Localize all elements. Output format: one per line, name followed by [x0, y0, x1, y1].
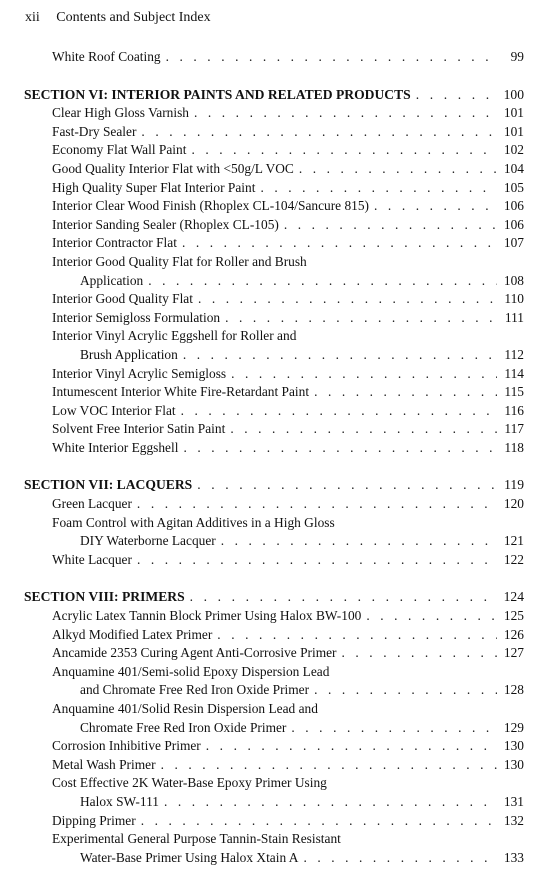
page-number: 131 — [503, 793, 524, 809]
dot-leader — [137, 551, 497, 570]
toc-entry[interactable] — [0, 365, 556, 384]
entry-title: Low VOC Interior Flat — [52, 402, 176, 418]
page-number: 110 — [504, 291, 524, 307]
page-number: 125 — [503, 608, 524, 624]
page-number: 120 — [503, 496, 524, 512]
page-number: 130 — [503, 756, 524, 772]
toc-entry[interactable]: Interior Good Quality Flat for Roller and Brush — [52, 253, 307, 269]
dot-leader — [141, 812, 497, 831]
entry-title: Alkyd Modified Latex Primer — [52, 626, 213, 642]
toc-entry[interactable] — [0, 626, 556, 645]
dot-leader — [197, 476, 497, 495]
dot-leader — [225, 309, 497, 328]
dot-leader — [260, 179, 497, 198]
entry-title: Corrosion Inhibitive Primer — [52, 738, 201, 754]
toc-entry[interactable] — [0, 179, 556, 198]
page-number: 105 — [503, 179, 524, 195]
page-number: 112 — [504, 346, 524, 362]
entry-title: Interior Clear Wood Finish (Rhoplex CL-104/Sancure 815) — [52, 198, 370, 214]
toc-entry[interactable] — [0, 123, 556, 142]
dot-leader — [148, 272, 497, 291]
dot-leader — [291, 719, 497, 738]
entry-title: Good Quality Interior Flat with <50g/L VOC — [52, 160, 294, 176]
page-header — [25, 9, 211, 27]
entry-title: Intumescent Interior White Fire-Retardant Paint — [52, 384, 310, 400]
toc-entry-continuation[interactable] — [0, 719, 556, 738]
page-number: 99 — [510, 49, 524, 64]
toc-entry[interactable] — [0, 420, 556, 439]
dot-leader — [161, 756, 497, 775]
dot-leader — [190, 588, 497, 607]
entry-title: Interior Contractor Flat — [52, 235, 177, 251]
toc-entry-continuation[interactable] — [0, 793, 556, 812]
page-number: 106 — [503, 198, 524, 214]
dot-leader — [137, 495, 497, 514]
entry-title: Chromate Free Red Iron Oxide Primer — [80, 719, 287, 735]
entry-title: Clear High Gloss Varnish — [52, 105, 189, 121]
entry-title: White Lacquer — [52, 551, 132, 567]
toc-entry[interactable] — [0, 234, 556, 253]
toc-entry[interactable] — [0, 48, 556, 67]
entry-title: Interior Vinyl Acrylic Semigloss — [52, 365, 227, 381]
entry-title: SECTION VI: INTERIOR PAINTS AND RELATED PRODUCTS — [24, 86, 411, 102]
entry-title: Interior Good Quality Flat — [52, 291, 193, 307]
page-number: 133 — [503, 849, 524, 865]
dot-leader — [231, 365, 497, 384]
running-title: Contents and Subject Index — [56, 10, 211, 25]
dot-leader — [299, 160, 497, 179]
page-number: 122 — [503, 551, 524, 567]
dot-leader — [141, 123, 497, 142]
toc-entry[interactable]: Foam Control with Agitan Additives in a High Gloss — [52, 514, 335, 530]
page-number: 126 — [503, 626, 524, 642]
toc-entry[interactable] — [0, 309, 556, 328]
page-number: 101 — [503, 105, 524, 121]
entry-title: Solvent Free Interior Satin Paint — [52, 421, 226, 437]
entry-title: Dipping Primer — [52, 812, 136, 828]
toc-entry[interactable] — [0, 197, 556, 216]
page-number: 128 — [503, 682, 524, 698]
toc-entry[interactable] — [0, 812, 556, 831]
page-number: 118 — [504, 439, 524, 455]
page-number: 107 — [503, 235, 524, 251]
toc-entry[interactable] — [0, 756, 556, 775]
dot-leader — [314, 681, 497, 700]
toc-entry[interactable] — [0, 104, 556, 123]
entry-title: Interior Semigloss Formulation — [52, 309, 221, 325]
toc-entry[interactable] — [0, 216, 556, 235]
toc-entry-continuation[interactable] — [0, 272, 556, 291]
dot-leader — [230, 420, 497, 439]
toc-entry[interactable] — [0, 737, 556, 756]
toc-entry-continuation[interactable] — [0, 346, 556, 365]
entry-title: Metal Wash Primer — [52, 756, 156, 772]
toc-entry[interactable]: Interior Vinyl Acrylic Eggshell for Roller and — [52, 328, 297, 344]
dot-leader — [183, 346, 497, 365]
toc-entry-continuation[interactable] — [0, 849, 556, 868]
entry-title: Halox SW-111 — [80, 793, 159, 809]
page-number: 121 — [503, 533, 524, 549]
dot-leader — [217, 626, 497, 645]
dot-leader — [181, 402, 497, 421]
toc-entry[interactable] — [0, 644, 556, 663]
entry-title: Interior Sanding Sealer (Rhoplex CL-105) — [52, 216, 279, 232]
page-number: 127 — [503, 645, 524, 661]
dot-leader — [221, 532, 497, 551]
entry-title: SECTION VII: LACQUERS — [24, 477, 193, 493]
entry-title: SECTION VIII: PRIMERS — [24, 589, 185, 605]
toc-entry[interactable] — [0, 402, 556, 421]
entry-title: Ancamide 2353 Curing Agent Anti-Corrosive Primer — [52, 645, 337, 661]
page-number: 108 — [503, 272, 524, 288]
toc-entry[interactable]: Cost Effective 2K Water-Base Epoxy Primer Using — [52, 775, 327, 791]
entry-title: White Interior Eggshell — [52, 439, 179, 455]
entry-title: Green Lacquer — [52, 496, 132, 512]
dot-leader — [198, 290, 497, 309]
dot-leader — [416, 86, 497, 105]
section-heading[interactable] — [0, 476, 556, 495]
dot-leader — [206, 737, 497, 756]
page-number: 104 — [503, 160, 524, 176]
page-number: 111 — [504, 309, 524, 325]
entry-title: DIY Waterborne Lacquer — [80, 533, 216, 549]
entry-title: Economy Flat Wall Paint — [52, 142, 187, 158]
dot-leader — [183, 439, 497, 458]
dot-leader — [164, 793, 497, 812]
dot-leader — [284, 216, 497, 235]
page-number: 114 — [504, 365, 524, 381]
toc-section — [0, 588, 556, 867]
table-of-contents — [0, 48, 556, 886]
page-number: 100 — [503, 86, 524, 102]
toc-entry[interactable]: Anquamine 401/Solid Resin Dispersion Lead and — [52, 701, 318, 716]
dot-leader — [191, 141, 497, 160]
toc-entry[interactable] — [0, 383, 556, 402]
toc-entry[interactable] — [0, 160, 556, 179]
page-number: 132 — [503, 812, 524, 828]
entry-title: White Roof Coating — [52, 49, 161, 64]
page-number: 124 — [503, 589, 524, 605]
toc-entry[interactable] — [0, 439, 556, 458]
toc-section — [0, 86, 556, 458]
toc-entry-continuation[interactable] — [0, 681, 556, 700]
toc-entry[interactable]: Anquamine 401/Semi-solid Epoxy Dispersion Lead — [52, 663, 330, 679]
toc-entry[interactable] — [0, 141, 556, 160]
dot-leader — [342, 644, 497, 663]
page-number: 102 — [503, 142, 524, 158]
entry-title: High Quality Super Flat Interior Paint — [52, 179, 256, 195]
dot-leader — [366, 607, 497, 626]
entry-title: Brush Application — [80, 346, 178, 362]
entry-title: Water-Base Primer Using Halox Xtain A — [80, 849, 299, 865]
toc-entry[interactable] — [0, 551, 556, 570]
page-number: 115 — [504, 384, 524, 400]
dot-leader — [303, 849, 497, 868]
entry-title: and Chromate Free Red Iron Oxide Primer — [80, 682, 310, 698]
entry-title: Application — [80, 272, 144, 288]
page-number: 129 — [503, 719, 524, 735]
section-heading[interactable] — [0, 86, 556, 105]
page-number: 130 — [503, 738, 524, 754]
page-number: 117 — [504, 421, 524, 437]
page-number: 106 — [503, 216, 524, 232]
entry-title: Acrylic Latex Tannin Block Primer Using Halox BW-100 — [52, 608, 362, 624]
toc-entry[interactable] — [0, 290, 556, 309]
toc-entry[interactable] — [0, 495, 556, 514]
toc-entry[interactable] — [0, 607, 556, 626]
dot-leader — [182, 234, 497, 253]
page-number-roman: xii — [25, 10, 40, 25]
page-number: 101 — [503, 123, 524, 139]
dot-leader — [314, 383, 497, 402]
page-number: 116 — [504, 402, 524, 418]
toc-section — [0, 48, 556, 67]
toc-section — [0, 476, 556, 569]
entry-title: Fast-Dry Sealer — [52, 123, 137, 139]
dot-leader — [374, 197, 497, 216]
dot-leader — [194, 104, 497, 123]
toc-entry-continuation[interactable] — [0, 532, 556, 551]
page-number: 119 — [504, 477, 524, 493]
section-heading[interactable] — [0, 588, 556, 607]
dot-leader — [166, 48, 497, 67]
toc-entry[interactable]: Experimental General Purpose Tannin-Stain Resistant — [52, 831, 341, 847]
